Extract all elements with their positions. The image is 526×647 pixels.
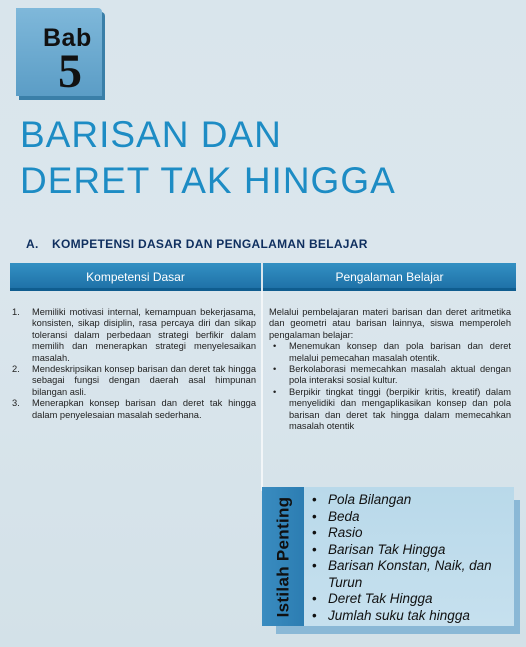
list-item-text: Menerapkan konsep barisan dan deret tak hingga dalam penyelesaian masalah sederhana. [32, 398, 256, 420]
pengalaman-intro: Melalui pembelajaran materi barisan dan deret aritmetika dan geometri atau barisan lainnya, siswa memperoleh pengalaman belajar: [269, 307, 511, 340]
list-item [12, 398, 256, 421]
section-number: A. [26, 237, 39, 251]
bullet: • [312, 525, 317, 540]
list-item [312, 591, 512, 608]
section-heading [26, 237, 506, 251]
list-item-number: 2. [12, 364, 20, 375]
list-item [312, 492, 512, 509]
list-item-number: 1. [12, 307, 20, 317]
list-item [269, 341, 511, 364]
pengalaman-column [269, 307, 511, 432]
bullet: • [312, 508, 317, 524]
list-item [312, 509, 512, 526]
list-item-text: Mendeskripsikan konsep barisan dan deret tak hingga sebagai fungsi dengan daerah asal himpunan bilangan asli. [32, 364, 256, 397]
bullet: • [312, 558, 317, 573]
bullet: • [312, 541, 317, 557]
list-item [12, 307, 256, 364]
column-header-pengalaman: Pengalaman Belajar [263, 263, 516, 291]
list-item-text: Berkolaborasi memecahkan masalah aktual dengan pola interaksi sosial kultur. [289, 364, 511, 386]
chapter-word: Bab [43, 24, 92, 52]
term: Rasio [328, 525, 363, 540]
chapter-title [20, 112, 510, 204]
column-header-kompetensi: Kompetensi Dasar [10, 263, 261, 291]
chapter-badge [16, 8, 102, 96]
bullet: • [312, 607, 317, 623]
term: Barisan Tak Hingga [328, 541, 446, 557]
terms-list [312, 492, 512, 624]
list-item-text: Menemukan konsep dan pola barisan dan deret melalui pemecahan masalah otentik. [289, 341, 511, 363]
list-item [312, 558, 512, 591]
chapter-number: 5 [58, 45, 82, 98]
list-item [312, 525, 512, 542]
term: Deret Tak Hingga [328, 591, 433, 606]
kompetensi-list [12, 307, 256, 421]
list-item [12, 364, 256, 398]
list-item-number: 3. [12, 398, 20, 409]
bullet: • [312, 492, 317, 507]
bullet: • [312, 591, 317, 606]
pengalaman-list [269, 341, 511, 432]
chapter-title-line-1: BARISAN DAN [20, 114, 282, 155]
terms-label [262, 487, 304, 626]
section-heading-text: KOMPETENSI DASAR DAN PENGALAMAN BELAJAR [52, 237, 368, 251]
terms-label-text: Istilah Penting [273, 496, 292, 617]
list-item [269, 364, 511, 387]
bullet: • [273, 341, 277, 352]
list-item-text: Berpikir tingkat tinggi (berpikir kritis, kreatif) dalam menyelidiki dan mengaplikasikan konsep dan pola barisan dan deret tak hingga dalam memecahkan masalah otentik [289, 386, 511, 432]
bullet: • [273, 386, 277, 397]
list-item [312, 608, 512, 625]
list-item-text: Memiliki motivasi internal, kemampuan bekerjasama, konsisten, sikap disiplin, rasa percaya diri dan sikap toleransi dalam perbedaan strategi berfikir dalam memilih dan menerapkan strategi menyelesaikan masalah. [32, 307, 256, 363]
list-item [312, 542, 512, 559]
term: Jumlah suku tak hingga [328, 607, 470, 623]
list-item [269, 387, 511, 433]
term: Barisan Konstan, Naik, dan Turun [328, 558, 492, 590]
column-divider [261, 291, 263, 491]
term: Pola Bilangan [328, 492, 412, 507]
term: Beda [328, 508, 360, 524]
bullet: • [273, 364, 277, 375]
chapter-title-line-2: DERET TAK HINGGA [20, 160, 396, 201]
